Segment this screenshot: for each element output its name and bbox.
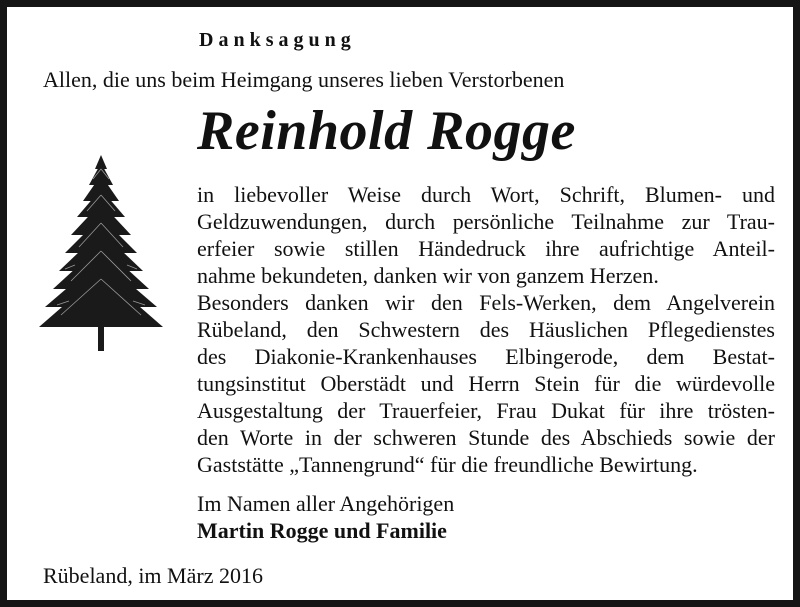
- body-line: in liebevoller Weise durch Wort, Schrift, Blumen- und: [197, 182, 775, 207]
- body-line: Ausgestaltung der Trauerfeier, Frau Dukat für ihre trösten-: [197, 398, 775, 423]
- body-line: Besonders danken wir den Fels-Werken, dem Angelverein: [197, 290, 775, 315]
- signature: Martin Rogge und Familie: [197, 518, 447, 543]
- body-line: Rübeland, den Schwestern des Häuslichen Pflegedienstes: [197, 317, 775, 342]
- closing-greeting: Im Namen aller Angehörigen: [197, 491, 455, 516]
- body-line: Gaststätte „Tannengrund“ für die freundliche Bewirtung.: [197, 452, 698, 477]
- place-date: Rübeland, im März 2016: [43, 563, 263, 588]
- body-line: nahme bekundeten, danken wir von ganzem Herzen.: [197, 263, 659, 288]
- notice-heading: Danksagung: [199, 29, 356, 51]
- deceased-name: Reinhold Rogge: [197, 100, 576, 162]
- fir-tree-icon: [35, 155, 167, 353]
- notice-body: [197, 181, 775, 478]
- notice-intro: Allen, die uns beim Heimgang unseres lieben Verstorbenen: [43, 67, 565, 92]
- body-line: den Worte in der schweren Stunde des Abschieds sowie der: [197, 425, 775, 450]
- body-line: des Diakonie-Krankenhauses Elbingerode, dem Bestat-: [197, 344, 775, 369]
- body-line: erfeier sowie stillen Händedruck ihre aufrichtige Anteil-: [197, 236, 775, 261]
- body-line: tungsinstitut Oberstädt und Herrn Stein für die würdevolle: [197, 371, 775, 396]
- notice-closing: [197, 490, 454, 544]
- body-line: Geldzuwendungen, durch persönliche Teilnahme zur Trau-: [197, 209, 775, 234]
